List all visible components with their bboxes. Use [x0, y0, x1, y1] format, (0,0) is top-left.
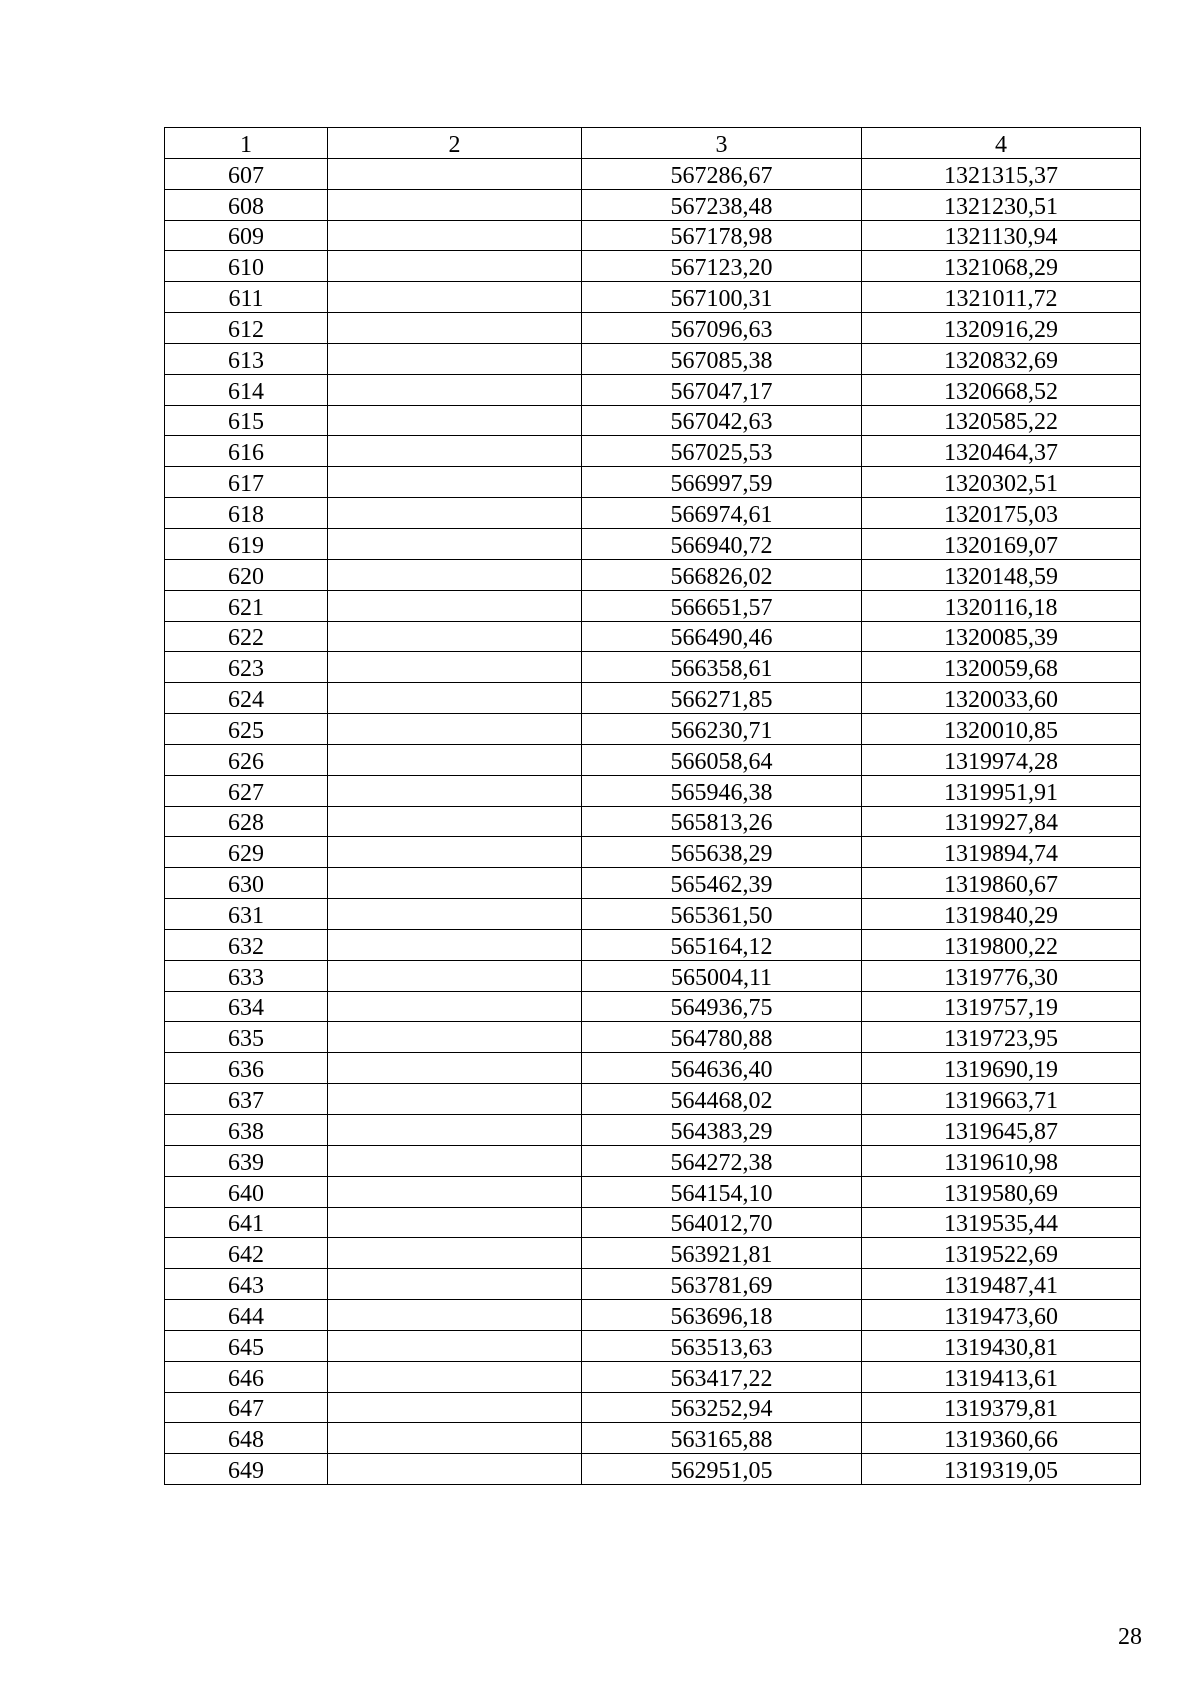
table-row — [165, 1176, 1141, 1207]
column-2-cell — [328, 714, 582, 745]
table-row — [165, 1238, 1141, 1269]
column-2-cell — [328, 991, 582, 1022]
coordinate-x-cell: 567047,17 — [582, 374, 862, 405]
coordinate-y-cell: 1320116,18 — [862, 590, 1141, 621]
coordinate-x-cell: 565638,29 — [582, 837, 862, 868]
column-2-cell — [328, 374, 582, 405]
coordinate-y-cell: 1319473,60 — [862, 1300, 1141, 1331]
table-row — [165, 590, 1141, 621]
coordinate-y-cell: 1320916,29 — [862, 313, 1141, 344]
coordinate-y-cell: 1320175,03 — [862, 498, 1141, 529]
column-2-cell — [328, 1145, 582, 1176]
coordinate-x-cell: 565164,12 — [582, 929, 862, 960]
coordinate-y-cell: 1320033,60 — [862, 683, 1141, 714]
point-number-cell: 629 — [165, 837, 328, 868]
column-2-cell — [328, 436, 582, 467]
table-row — [165, 1084, 1141, 1115]
column-2-cell — [328, 1207, 582, 1238]
coordinate-x-cell: 565361,50 — [582, 899, 862, 930]
point-number-cell: 613 — [165, 343, 328, 374]
column-2-cell — [328, 405, 582, 436]
coordinate-y-cell: 1319360,66 — [862, 1423, 1141, 1454]
column-2-cell — [328, 899, 582, 930]
table-row — [165, 1423, 1141, 1454]
point-number-cell: 620 — [165, 559, 328, 590]
point-number-cell: 610 — [165, 251, 328, 282]
table-header-row — [165, 128, 1141, 159]
coordinate-x-cell: 563781,69 — [582, 1269, 862, 1300]
coordinate-x-cell: 564780,88 — [582, 1022, 862, 1053]
column-2-cell — [328, 621, 582, 652]
column-2-cell — [328, 1392, 582, 1423]
table-row — [165, 1207, 1141, 1238]
point-number-cell: 646 — [165, 1361, 328, 1392]
coordinate-x-cell: 567042,63 — [582, 405, 862, 436]
point-number-cell: 641 — [165, 1207, 328, 1238]
table-row — [165, 837, 1141, 868]
coordinate-y-cell: 1320585,22 — [862, 405, 1141, 436]
point-number-cell: 638 — [165, 1115, 328, 1146]
table-row — [165, 1330, 1141, 1361]
column-2-cell — [328, 1053, 582, 1084]
column-header-2: 2 — [328, 128, 582, 159]
coordinate-x-cell: 563696,18 — [582, 1300, 862, 1331]
coordinate-y-cell: 1320059,68 — [862, 652, 1141, 683]
coordinate-x-cell: 563165,88 — [582, 1423, 862, 1454]
column-2-cell — [328, 837, 582, 868]
coordinate-y-cell: 1319800,22 — [862, 929, 1141, 960]
column-header-4: 4 — [862, 128, 1141, 159]
coordinates-table — [164, 127, 1141, 1485]
table-row — [165, 991, 1141, 1022]
coordinate-x-cell: 566490,46 — [582, 621, 862, 652]
coordinate-y-cell: 1320464,37 — [862, 436, 1141, 467]
column-2-cell — [328, 683, 582, 714]
point-number-cell: 631 — [165, 899, 328, 930]
table-row — [165, 1022, 1141, 1053]
table-row — [165, 405, 1141, 436]
coordinate-x-cell: 566826,02 — [582, 559, 862, 590]
coordinate-y-cell: 1319840,29 — [862, 899, 1141, 930]
column-2-cell — [328, 1238, 582, 1269]
point-number-cell: 618 — [165, 498, 328, 529]
column-header-1: 1 — [165, 128, 328, 159]
point-number-cell: 628 — [165, 806, 328, 837]
coordinate-y-cell: 1320010,85 — [862, 714, 1141, 745]
coordinate-y-cell: 1321230,51 — [862, 189, 1141, 220]
coordinate-y-cell: 1321068,29 — [862, 251, 1141, 282]
column-2-cell — [328, 1269, 582, 1300]
point-number-cell: 625 — [165, 714, 328, 745]
table-row — [165, 929, 1141, 960]
point-number-cell: 649 — [165, 1454, 328, 1485]
coordinate-y-cell: 1319413,61 — [862, 1361, 1141, 1392]
coordinate-x-cell: 563417,22 — [582, 1361, 862, 1392]
column-2-cell — [328, 498, 582, 529]
coordinate-y-cell: 1321315,37 — [862, 158, 1141, 189]
coordinate-x-cell: 564272,38 — [582, 1145, 862, 1176]
column-2-cell — [328, 960, 582, 991]
coordinate-x-cell: 565004,11 — [582, 960, 862, 991]
table-row — [165, 282, 1141, 313]
point-number-cell: 635 — [165, 1022, 328, 1053]
coordinate-y-cell: 1319860,67 — [862, 868, 1141, 899]
column-2-cell — [328, 1176, 582, 1207]
point-number-cell: 642 — [165, 1238, 328, 1269]
column-2-cell — [328, 1330, 582, 1361]
point-number-cell: 608 — [165, 189, 328, 220]
point-number-cell: 637 — [165, 1084, 328, 1115]
point-number-cell: 640 — [165, 1176, 328, 1207]
coordinate-x-cell: 564936,75 — [582, 991, 862, 1022]
coordinate-y-cell: 1319522,69 — [862, 1238, 1141, 1269]
column-2-cell — [328, 343, 582, 374]
coordinate-y-cell: 1319319,05 — [862, 1454, 1141, 1485]
coordinate-x-cell: 566651,57 — [582, 590, 862, 621]
coordinate-x-cell: 563921,81 — [582, 1238, 862, 1269]
column-2-cell — [328, 559, 582, 590]
column-2-cell — [328, 806, 582, 837]
point-number-cell: 624 — [165, 683, 328, 714]
table-row — [165, 744, 1141, 775]
coordinate-y-cell: 1319951,91 — [862, 775, 1141, 806]
table-row — [165, 158, 1141, 189]
point-number-cell: 647 — [165, 1392, 328, 1423]
coordinate-y-cell: 1319894,74 — [862, 837, 1141, 868]
table-row — [165, 1115, 1141, 1146]
column-2-cell — [328, 220, 582, 251]
point-number-cell: 621 — [165, 590, 328, 621]
coordinate-x-cell: 565813,26 — [582, 806, 862, 837]
coordinate-x-cell: 565946,38 — [582, 775, 862, 806]
coordinate-x-cell: 564636,40 — [582, 1053, 862, 1084]
table-row — [165, 467, 1141, 498]
coordinate-y-cell: 1319645,87 — [862, 1115, 1141, 1146]
coordinate-y-cell: 1320085,39 — [862, 621, 1141, 652]
column-2-cell — [328, 1084, 582, 1115]
point-number-cell: 617 — [165, 467, 328, 498]
table-row — [165, 559, 1141, 590]
column-2-cell — [328, 467, 582, 498]
column-2-cell — [328, 775, 582, 806]
coordinate-y-cell: 1320148,59 — [862, 559, 1141, 590]
coordinate-y-cell: 1319487,41 — [862, 1269, 1141, 1300]
point-number-cell: 611 — [165, 282, 328, 313]
coordinate-y-cell: 1319535,44 — [862, 1207, 1141, 1238]
point-number-cell: 622 — [165, 621, 328, 652]
table-row — [165, 220, 1141, 251]
coordinate-x-cell: 566940,72 — [582, 528, 862, 559]
coordinate-x-cell: 566058,64 — [582, 744, 862, 775]
table-row — [165, 1053, 1141, 1084]
coordinate-x-cell: 562951,05 — [582, 1454, 862, 1485]
table-row — [165, 899, 1141, 930]
coordinate-x-cell: 564154,10 — [582, 1176, 862, 1207]
coordinate-x-cell: 567100,31 — [582, 282, 862, 313]
table-row — [165, 775, 1141, 806]
point-number-cell: 609 — [165, 220, 328, 251]
column-2-cell — [328, 590, 582, 621]
point-number-cell: 633 — [165, 960, 328, 991]
point-number-cell: 636 — [165, 1053, 328, 1084]
coordinate-y-cell: 1320668,52 — [862, 374, 1141, 405]
table-row — [165, 1145, 1141, 1176]
coordinate-x-cell: 567085,38 — [582, 343, 862, 374]
table-row — [165, 189, 1141, 220]
table-row — [165, 374, 1141, 405]
table-row — [165, 1392, 1141, 1423]
column-2-cell — [328, 1454, 582, 1485]
point-number-cell: 639 — [165, 1145, 328, 1176]
column-2-cell — [328, 929, 582, 960]
table-row — [165, 960, 1141, 991]
coordinate-y-cell: 1319379,81 — [862, 1392, 1141, 1423]
table-body — [165, 158, 1141, 1484]
column-2-cell — [328, 158, 582, 189]
coordinate-x-cell: 567025,53 — [582, 436, 862, 467]
coordinate-y-cell: 1319663,71 — [862, 1084, 1141, 1115]
page-number: 28 — [1118, 1624, 1142, 1650]
column-2-cell — [328, 1022, 582, 1053]
coordinate-x-cell: 567178,98 — [582, 220, 862, 251]
point-number-cell: 648 — [165, 1423, 328, 1454]
column-2-cell — [328, 744, 582, 775]
point-number-cell: 614 — [165, 374, 328, 405]
coordinate-y-cell: 1319580,69 — [862, 1176, 1141, 1207]
point-number-cell: 632 — [165, 929, 328, 960]
table-row — [165, 868, 1141, 899]
coordinate-y-cell: 1319776,30 — [862, 960, 1141, 991]
table-row — [165, 528, 1141, 559]
table-row — [165, 436, 1141, 467]
coordinate-y-cell: 1319974,28 — [862, 744, 1141, 775]
table-row — [165, 806, 1141, 837]
point-number-cell: 644 — [165, 1300, 328, 1331]
column-2-cell — [328, 282, 582, 313]
coordinate-x-cell: 567286,67 — [582, 158, 862, 189]
column-2-cell — [328, 1300, 582, 1331]
coordinate-y-cell: 1319757,19 — [862, 991, 1141, 1022]
coordinate-y-cell: 1320832,69 — [862, 343, 1141, 374]
coordinate-x-cell: 564383,29 — [582, 1115, 862, 1146]
coordinate-y-cell: 1321130,94 — [862, 220, 1141, 251]
coordinate-y-cell: 1319690,19 — [862, 1053, 1141, 1084]
coordinate-x-cell: 563513,63 — [582, 1330, 862, 1361]
column-2-cell — [328, 1115, 582, 1146]
table-row — [165, 621, 1141, 652]
point-number-cell: 626 — [165, 744, 328, 775]
point-number-cell: 612 — [165, 313, 328, 344]
point-number-cell: 607 — [165, 158, 328, 189]
column-2-cell — [328, 528, 582, 559]
coordinate-y-cell: 1320302,51 — [862, 467, 1141, 498]
point-number-cell: 643 — [165, 1269, 328, 1300]
table-row — [165, 498, 1141, 529]
column-2-cell — [328, 1361, 582, 1392]
column-2-cell — [328, 313, 582, 344]
coordinate-x-cell: 564468,02 — [582, 1084, 862, 1115]
point-number-cell: 615 — [165, 405, 328, 436]
column-2-cell — [328, 189, 582, 220]
coordinate-x-cell: 566974,61 — [582, 498, 862, 529]
coordinate-x-cell: 566997,59 — [582, 467, 862, 498]
table-row — [165, 714, 1141, 745]
table-row — [165, 313, 1141, 344]
table-row — [165, 652, 1141, 683]
table-row — [165, 1361, 1141, 1392]
coordinate-x-cell: 564012,70 — [582, 1207, 862, 1238]
point-number-cell: 634 — [165, 991, 328, 1022]
table-row — [165, 1454, 1141, 1485]
table-row — [165, 1300, 1141, 1331]
point-number-cell: 623 — [165, 652, 328, 683]
coordinate-x-cell: 567238,48 — [582, 189, 862, 220]
coordinate-y-cell: 1319927,84 — [862, 806, 1141, 837]
table-row — [165, 343, 1141, 374]
column-2-cell — [328, 868, 582, 899]
coordinate-y-cell: 1319610,98 — [862, 1145, 1141, 1176]
column-2-cell — [328, 1423, 582, 1454]
point-number-cell: 645 — [165, 1330, 328, 1361]
coordinate-y-cell: 1321011,72 — [862, 282, 1141, 313]
coordinate-x-cell: 563252,94 — [582, 1392, 862, 1423]
point-number-cell: 627 — [165, 775, 328, 806]
column-header-3: 3 — [582, 128, 862, 159]
point-number-cell: 630 — [165, 868, 328, 899]
table-row — [165, 251, 1141, 282]
table-row — [165, 1269, 1141, 1300]
point-number-cell: 619 — [165, 528, 328, 559]
coordinate-y-cell: 1320169,07 — [862, 528, 1141, 559]
coordinate-x-cell: 565462,39 — [582, 868, 862, 899]
coordinate-x-cell: 566230,71 — [582, 714, 862, 745]
coordinate-y-cell: 1319430,81 — [862, 1330, 1141, 1361]
coordinate-y-cell: 1319723,95 — [862, 1022, 1141, 1053]
column-2-cell — [328, 251, 582, 282]
column-2-cell — [328, 652, 582, 683]
coordinate-x-cell: 567123,20 — [582, 251, 862, 282]
coordinate-x-cell: 566271,85 — [582, 683, 862, 714]
coordinate-x-cell: 566358,61 — [582, 652, 862, 683]
coordinate-x-cell: 567096,63 — [582, 313, 862, 344]
point-number-cell: 616 — [165, 436, 328, 467]
table-row — [165, 683, 1141, 714]
